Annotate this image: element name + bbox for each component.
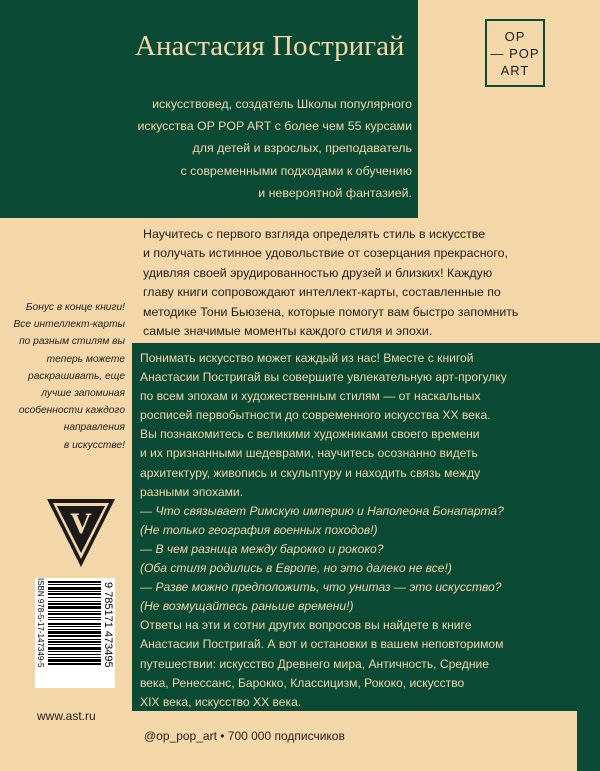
bonus-line: раскрашивать, еще (28, 370, 125, 382)
barcode-bars (48, 581, 101, 685)
main-line: Вы познакомитесь с великими художниками своего времени (140, 427, 480, 442)
main-line: и их признанными шедеврами, научитесь осознанно видеть (140, 446, 478, 461)
intro-line: самые значимые моменты каждого стиля и эпохи. (143, 324, 433, 339)
answer-line: (Оба стиля родились в Европе, но это далеко не все!) (140, 561, 452, 576)
main-line: века, Ренессанс, Барокко, Классицизм, Рококо, искусство (140, 675, 465, 690)
intro-line: главу книги сопровождают интеллект-карты, составленные по (143, 285, 501, 300)
author-bio-line: и невероятной фантазией. (258, 185, 412, 200)
intro-line: удивляя своей эрудированностью друзей и близких! Каждую (143, 265, 493, 280)
main-line: росписей первобытности до современного искусства XX века. (140, 408, 491, 423)
barcode (35, 578, 115, 688)
main-line: Анастасии Постригай. А вот и остановки в вашем неповторимом (140, 637, 504, 652)
publisher-mark-letter: V (70, 507, 92, 540)
main-line: XIX века, искусство XX века. (140, 694, 302, 709)
bonus-line: направления (63, 422, 125, 434)
answer-line: (Не возмущайтесь раньше времени!) (140, 599, 354, 614)
author-bio (90, 93, 412, 204)
logo-line: OP (504, 28, 526, 44)
author-bio-line: искусствовед, создатель Школы популярного (152, 97, 412, 111)
intro-line: методике Тони Бьюзена, которые помогут вам быстро запомнить (143, 304, 519, 319)
barcode-digits: 9 785171 473495 (102, 582, 114, 668)
intro-paragraph (143, 225, 519, 341)
bonus-line: Бонус в конце книги! (25, 302, 125, 313)
main-line: по всем эпохам и художественным стилям — от наскальных (140, 389, 481, 404)
question-line: — В чем разница между барокко и рококо? (140, 541, 384, 556)
bottom-green-strip (577, 711, 600, 771)
intro-line: Научитесь с первого взгляда определять стиль в искусстве (143, 227, 486, 241)
question-line: — Разве можно предположить, что унитаз — это искусство? (140, 580, 502, 595)
bonus-line: Все интеллект-карты (13, 319, 125, 331)
main-description (140, 349, 592, 712)
isbn-text: ISBN 978-5-17-147349-5 (36, 578, 45, 668)
bonus-line: в искусстве! (63, 439, 125, 451)
bonus-line: по разным стилям вы (19, 336, 125, 348)
main-line: путешествии: искусство Древнего мира, Античность, Средние (140, 656, 489, 671)
bonus-line: особенности каждого (18, 405, 125, 417)
author-name: Анастасия Постригай (135, 30, 405, 62)
author-bio-line: с современными подходами к обучению (180, 163, 412, 178)
author-bio-line: искусства OP POP ART с более чем 55 курсами (137, 119, 412, 134)
author-bio-line: для детей и взрослых, преподаватель (192, 141, 412, 156)
op-pop-art-logo (485, 19, 545, 87)
main-line: Анастасии Постригай вы совершите увлекательную арт-прогулку (140, 370, 507, 385)
bonus-line: теперь можете (46, 353, 125, 365)
publisher-logo-icon (45, 497, 117, 569)
main-line: разными эпохами. (140, 484, 244, 499)
intro-line: и получать истинное удовольствие от созерцания прекрасного, (143, 246, 509, 261)
bonus-note (8, 299, 125, 454)
main-line: Ответы на эти и сотни других вопросов вы найдете в книге (140, 618, 472, 633)
main-line: Понимать искусство может каждый из нас! Вместе с книгой (140, 351, 474, 365)
bonus-line: лучше запоминая (41, 388, 125, 400)
social-handle: @op_pop_art • 700 000 подписчиков (144, 729, 345, 743)
answer-line: (Не только география военных походов!) (140, 522, 378, 537)
publisher-website[interactable]: www.ast.ru (37, 709, 96, 723)
main-line: архитектуру, живопись и скульптуру и находить связь между (140, 465, 481, 480)
logo-line: — POP (490, 45, 540, 61)
logo-line: ART (500, 62, 530, 78)
question-line: — Что связывает Римскую империю и Наполеона Бонапарта? (140, 503, 504, 518)
